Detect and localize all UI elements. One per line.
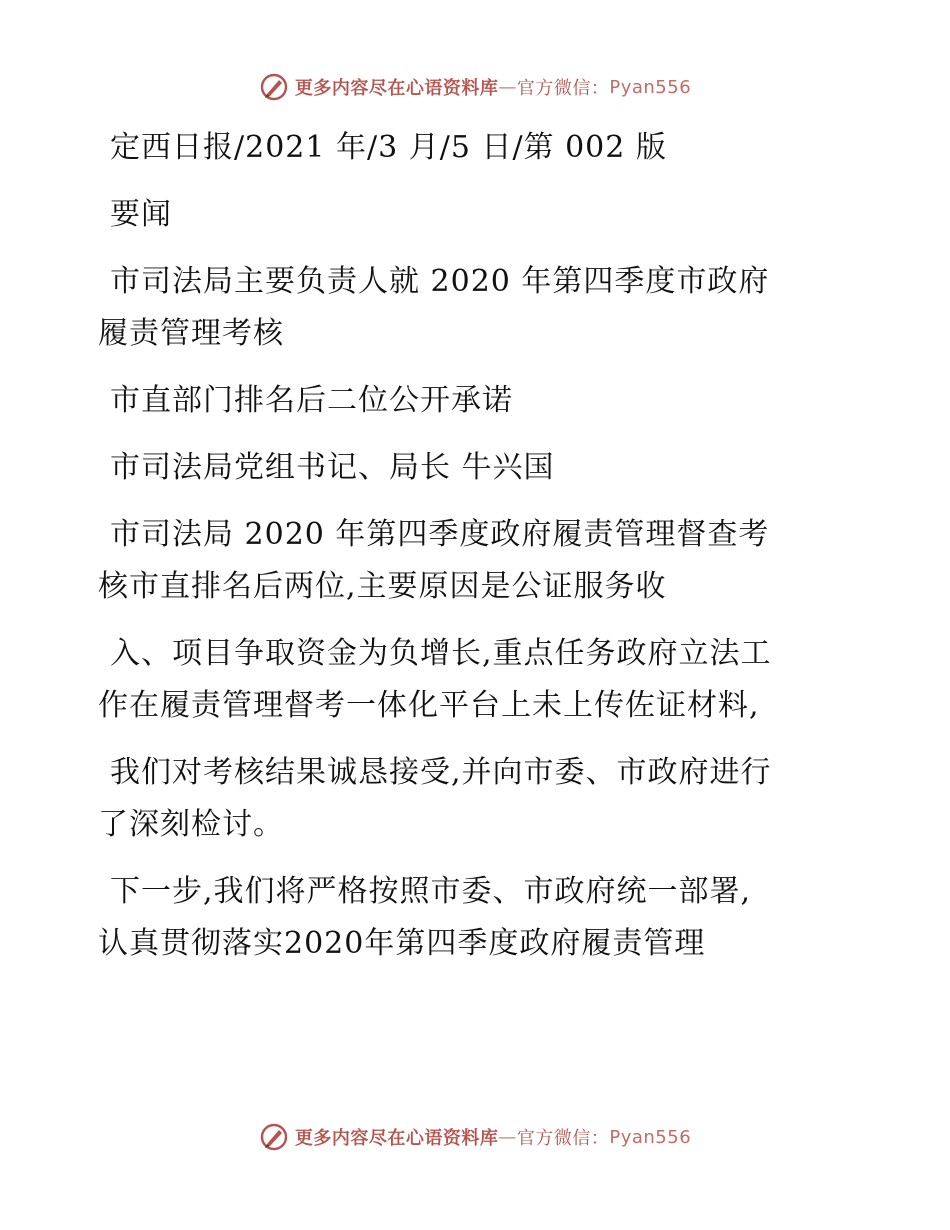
article-paragraph: 下一步,我们将严格按照市委、市政府统一部署, 认真贯彻落实2020年第四季度政府履责管理 [98, 874, 752, 961]
article-section: 要闻 [110, 197, 172, 232]
watermark-wechat-id: Pyan556 [609, 1126, 692, 1148]
pen-seal-icon [259, 1122, 289, 1152]
article-paragraph: 入、项目争取资金为负增长,重点任务政府立法工 作在履责管理督考一体化平台上未上传佐证材料, [98, 636, 772, 723]
watermark-wechat-label: 官方微信： [516, 78, 610, 99]
pen-seal-icon [259, 72, 289, 102]
watermark-separator: — [498, 76, 517, 98]
header-watermark [0, 72, 950, 102]
article-byline: 市司法局党组书记、局长 牛兴国 [110, 450, 555, 485]
watermark-wechat-label: 官方微信： [516, 1128, 610, 1149]
article-body [98, 122, 858, 985]
watermark-main-text: 更多内容尽在心语资料库 [294, 1128, 499, 1149]
article-paragraph: 我们对考核结果诚恳接受,并向市委、市政府进行 了深刻检讨。 [98, 755, 772, 842]
watermark-separator: — [498, 1126, 517, 1148]
article-headline: 市司法局主要负责人就 2020 年第四季度市政府 履责管理考核 [98, 264, 770, 351]
article-subheadline: 市直部门排名后二位公开承诺 [110, 383, 513, 418]
footer-watermark [0, 1122, 950, 1152]
watermark-wechat-id: Pyan556 [609, 76, 692, 98]
watermark-main-text: 更多内容尽在心语资料库 [294, 78, 499, 99]
article-paragraph: 市司法局 2020 年第四季度政府履责管理督查考 核市直排名后两位,主要原因是公证服务收 [98, 517, 770, 604]
article-source-line: 定西日报/2021 年/3 月/5 日/第 002 版 [110, 130, 667, 165]
